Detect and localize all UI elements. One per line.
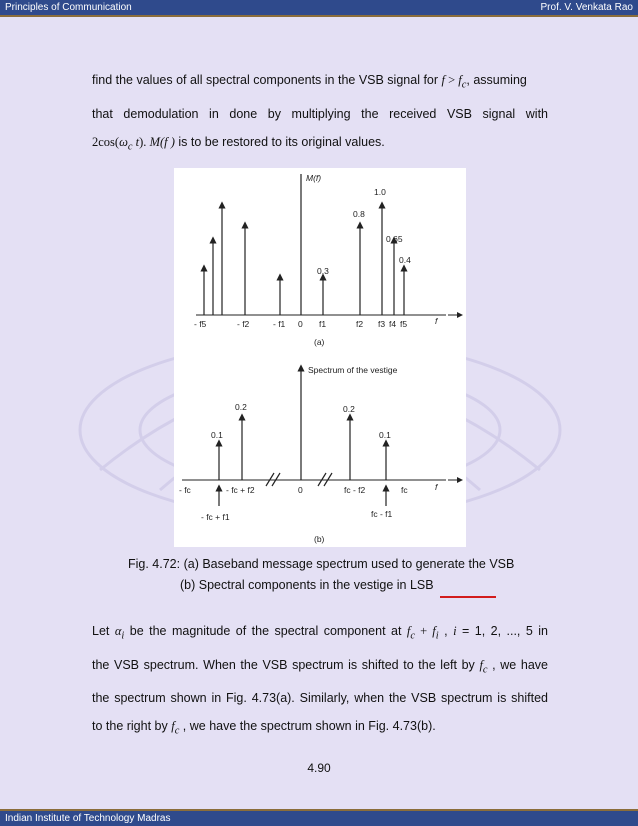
spectrum-figure: [174, 168, 466, 547]
value-a-0.3: 0.3: [317, 266, 329, 276]
page-footer: [0, 811, 638, 826]
body-line-2: the VSB spectrum. When the VSB spectrum is shifted to the left by $f_c$ , we have: [92, 657, 548, 675]
tick-b-fc-minus-f1: fc - f1: [371, 509, 393, 519]
tick-a-f2: f2: [356, 319, 364, 329]
value-b-0.2-right: 0.2: [343, 404, 355, 414]
panel-b-title: Spectrum of the vestige: [308, 365, 398, 375]
tick-a-zero: 0: [298, 319, 303, 329]
body-line-3: the spectrum shown in Fig. 4.73(a). Similarly, when the VSB spectrum is shifted: [92, 691, 548, 705]
footer-institute: Indian Institute of Technology Madras: [5, 813, 171, 824]
page-number: 4.90: [307, 761, 331, 775]
body-line-1: Let $\alpha_i$ be the magnitude of the spectral component at $f_c + f_i$ , i = 1, 2, ..., 5 in: [92, 624, 548, 642]
header-author: Prof. V. Venkata Rao: [540, 2, 633, 13]
tick-a-neg-f5: - f5: [194, 319, 207, 329]
header-divider: [0, 15, 638, 17]
header-course-title: Principles of Communication: [5, 2, 132, 13]
intro-line-1: find the values of all spectral components in the VSB signal for $f > f_c$, assuming: [92, 73, 527, 91]
figure-caption-line-1: Fig. 4.72: (a) Baseband message spectrum used to generate the VSB: [128, 557, 515, 571]
tick-a-f5: f5: [400, 319, 408, 329]
panel-a-caption: (a): [314, 337, 325, 347]
intro-line-3: $2\cos(\omega_c$ t). M(f ) is to be restored to its original values.: [92, 134, 385, 152]
body-line-4: to the right by $f_c$ , we have the spectrum shown in Fig. 4.73(b).: [92, 719, 436, 737]
tick-b-neg-fc-plus-f2: - fc + f2: [226, 485, 255, 495]
tick-b-zero: 0: [298, 485, 303, 495]
page-header: [0, 0, 638, 15]
tick-a-neg-f1: - f1: [273, 319, 286, 329]
panel-a-ylabel: M(f): [306, 173, 322, 183]
value-b-0.2-left: 0.2: [235, 402, 247, 412]
tick-b-fc: fc: [401, 485, 408, 495]
tick-a-f1: f1: [319, 319, 327, 329]
value-a-0.8: 0.8: [353, 209, 365, 219]
value-a-0.65: 0.65: [386, 234, 403, 244]
figure-panel-b: [179, 365, 460, 544]
tick-b-neg-fc: - fc: [179, 485, 191, 495]
panel-a-xlabel: f: [435, 316, 438, 326]
red-underline-mark: [440, 596, 496, 598]
tick-a-neg-f2: - f2: [237, 319, 250, 329]
tick-b-fc-minus-f2: fc - f2: [344, 485, 366, 495]
figure-panel-a: [194, 173, 460, 347]
tick-a-f4: f4: [389, 319, 397, 329]
tick-b-neg-fc-plus-f1: - fc + f1: [201, 512, 230, 522]
intro-line-2: that demodulation in done by multiplying the received VSB signal with: [92, 106, 548, 121]
value-a-0.4: 0.4: [399, 255, 411, 265]
tick-a-f3: f3: [378, 319, 386, 329]
panel-b-caption: (b): [314, 534, 325, 544]
figure-caption-line-2: (b) Spectral components in the vestige in LSB: [180, 578, 434, 592]
value-b-0.1-left: 0.1: [211, 430, 223, 440]
body-paragraph: [92, 617, 548, 746]
value-a-1.0: 1.0: [374, 187, 386, 197]
value-b-0.1-right: 0.1: [379, 430, 391, 440]
intro-paragraph: [92, 66, 548, 161]
panel-b-xlabel: f: [435, 482, 438, 492]
